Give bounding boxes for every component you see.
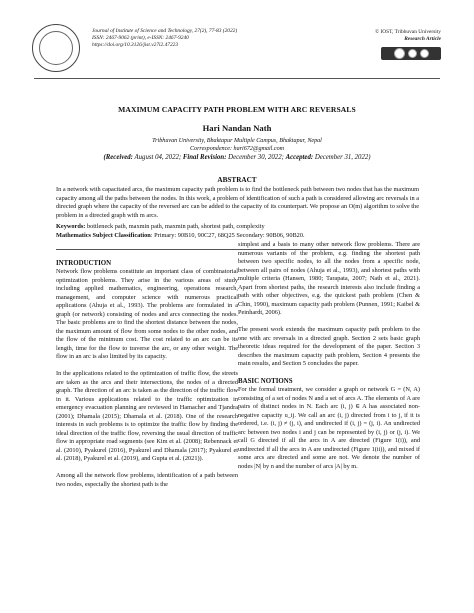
copyright-text: © IOST, Tribhuvan University: [375, 29, 441, 35]
journal-citation: Journal of Institute of Science and Technology, 27(2), 77-83 (2022): [92, 28, 238, 34]
intro-paragraph-1: Network flow problems constitute an important class of combinatorial optimization problems. They arise in the various areas of study including applied mathematics, engineering, operations research, management, and computer science with numerous practical applications (Ahuja et al., 1993). The problems are formulated in a graph (or network) consisting of nodes and arcs connecting the nodes. The basic problems are to find the shortest distance between the nodes, the maximum amount of flow from some nodes to the other nodes, and the flow of the minimum cost. The cost related to an arc can be its length, time for the flow to traverse the arc, or any other weight. The flow in an arc is also limited by its capacity.: [56, 268, 238, 360]
received-label: (Received:: [103, 154, 133, 161]
correspondence: Correspondence: hari672@gmail.com: [189, 146, 285, 152]
affiliation: [0, 137, 474, 153]
intro-paragraph-2: In the applications related to the optimization of traffic flow, the streets are taken as the arcs and their intersections, the nodes of a directed graph. The direction of an arc is taken as the direction of the traffic flow in it. Various applications related to the traffic optimization in emergency evacuation planning are reviewed in Hamacher and Tjandra (2001); Dhamala (2015); Dhamala et al. (2018). One of the research interests in such problems is to optimize the traffic flow by finding the ideal direction of the traffic flow, reversing the usual direction of traffic flow in appropriate road segments (see Kim et al. (2008); Rebennack et al. (2010), Pyakurel (2016), Pyakurel and Dhamala (2017); Pyakurel et al. (2018), Pyakurel et al. (2019), and Gupta et al. (2021)).: [56, 370, 238, 462]
copyright-block: [375, 29, 441, 43]
abstract-text: In a network with capacitated arcs, the maximum capacity path problem is to find the bottleneck path between two nodes that has the maximum capacity among all the paths between the nodes. In this work, a problem of identification of such a path is considered allowing arc reversals in a directed graph where the capacity of the reversed arc can be added to the capacity of its counterpart. We propose an O(m) algorithm to solve the problem in a directed graph with m arcs.: [56, 186, 419, 219]
article-dates: [0, 154, 474, 161]
intro-paragraph-3: Among all the network flow problems, identification of a path between two nodes, especially the shortest path is the: [56, 472, 238, 488]
keywords-block: [56, 223, 419, 240]
left-column: [56, 259, 238, 498]
intro-paragraph-4: simplest and a basis to many other network flow problems. There are numerous variants of the problem, e.g. finding the shortest path between two specific nodes, to all the nodes from a specific node, between all pairs of nodes (Ahuja et al., 1993), and shortest paths with multiple criteria (Hansen, 1980; Tarapata, 2007; Nath et al., 2021). Apart from shortest paths, the research interests also include finding a path with other objectives, e.g. the quickest path problem (Chen & Chin, 1990), maximum capacity path problem (Punnen, 1991; Kaibel & Peinhardt, 2006).: [238, 241, 420, 316]
paper-title: MAXIMUM CAPACITY PATH PROBLEM WITH ARC REVERSALS: [118, 105, 356, 114]
revision-label: Final Revision:: [182, 154, 227, 161]
university-logo: [32, 24, 80, 72]
accepted-label: Accepted:: [285, 154, 314, 161]
received-date: August 04, 2022;: [134, 154, 182, 161]
msc-text: : Primary: 90B10, 90C27, 68Q25 Secondary: 90B06, 90B20.: [150, 231, 305, 239]
article-type: Research Article: [404, 36, 441, 43]
revision-date: December 30, 2022;: [228, 154, 284, 161]
accepted-date: December 31, 2022): [314, 154, 371, 161]
basic-notions-heading: BASIC NOTIONS: [238, 378, 293, 385]
msc-label: Mathematics Subject Classification: [56, 231, 151, 239]
journal-issn: ISSN: 2467-9062 (print), e-ISSN: 2467-9240: [92, 35, 189, 42]
author-name: Hari Nandan Nath: [202, 123, 272, 133]
introduction-heading: INTRODUCTION: [56, 260, 112, 267]
journal-info: [92, 28, 237, 50]
basic-notions-paragraph: For the formal treatment, we consider a graph or network G = (N, A) consisting of a set of nodes N and a set of arcs A. The elements of A are pairs of distinct nodes in N. Each arc (i, j) ∈ A has associated non-negative capacity u_ij. We call an arc (i, j) directed from i to j, if it is ordered, i.e. (i, j) ≠ (j, i), and undirected if (i, j) = (j, i). An undirected arc between two nodes i and j can be represented by (i, j) or (j, i). We call G directed if all the arcs in A are directed (Figure 1(i)), and undirected if all the arcs in A are undirected (Figure 1(ii)), and mixed if some arcs are directed and some are not. We denote the number of nodes |N| by n and the number of arcs |A| by m.: [238, 386, 420, 470]
right-column: [238, 241, 420, 480]
abstract-heading: ABSTRACT: [217, 176, 257, 184]
header-divider: [34, 78, 440, 79]
cc-by-nc-icon: [381, 47, 441, 60]
keywords-text: bottleneck path, maxmin path, maxmin path, shortest path, complexity: [86, 223, 265, 230]
intro-paragraph-5: The present work extends the maximum capacity path problem to the one with arc reversals in a directed graph. Section 2 sets basic graph theoretic ideas required for the development of the paper. Section 3 describes the maximum capacity path problem, Section 4 presents the main results, and Section 5 concludes the paper.: [238, 326, 420, 367]
keywords-label: Keywords:: [56, 223, 86, 230]
affiliation-text: Tribhuvan University, Bhaktapur Multiple Campus, Bhaktapur, Nepal: [152, 138, 322, 144]
journal-doi[interactable]: https://doi.org/10.3126/jist.v27i2.47223: [92, 42, 179, 49]
